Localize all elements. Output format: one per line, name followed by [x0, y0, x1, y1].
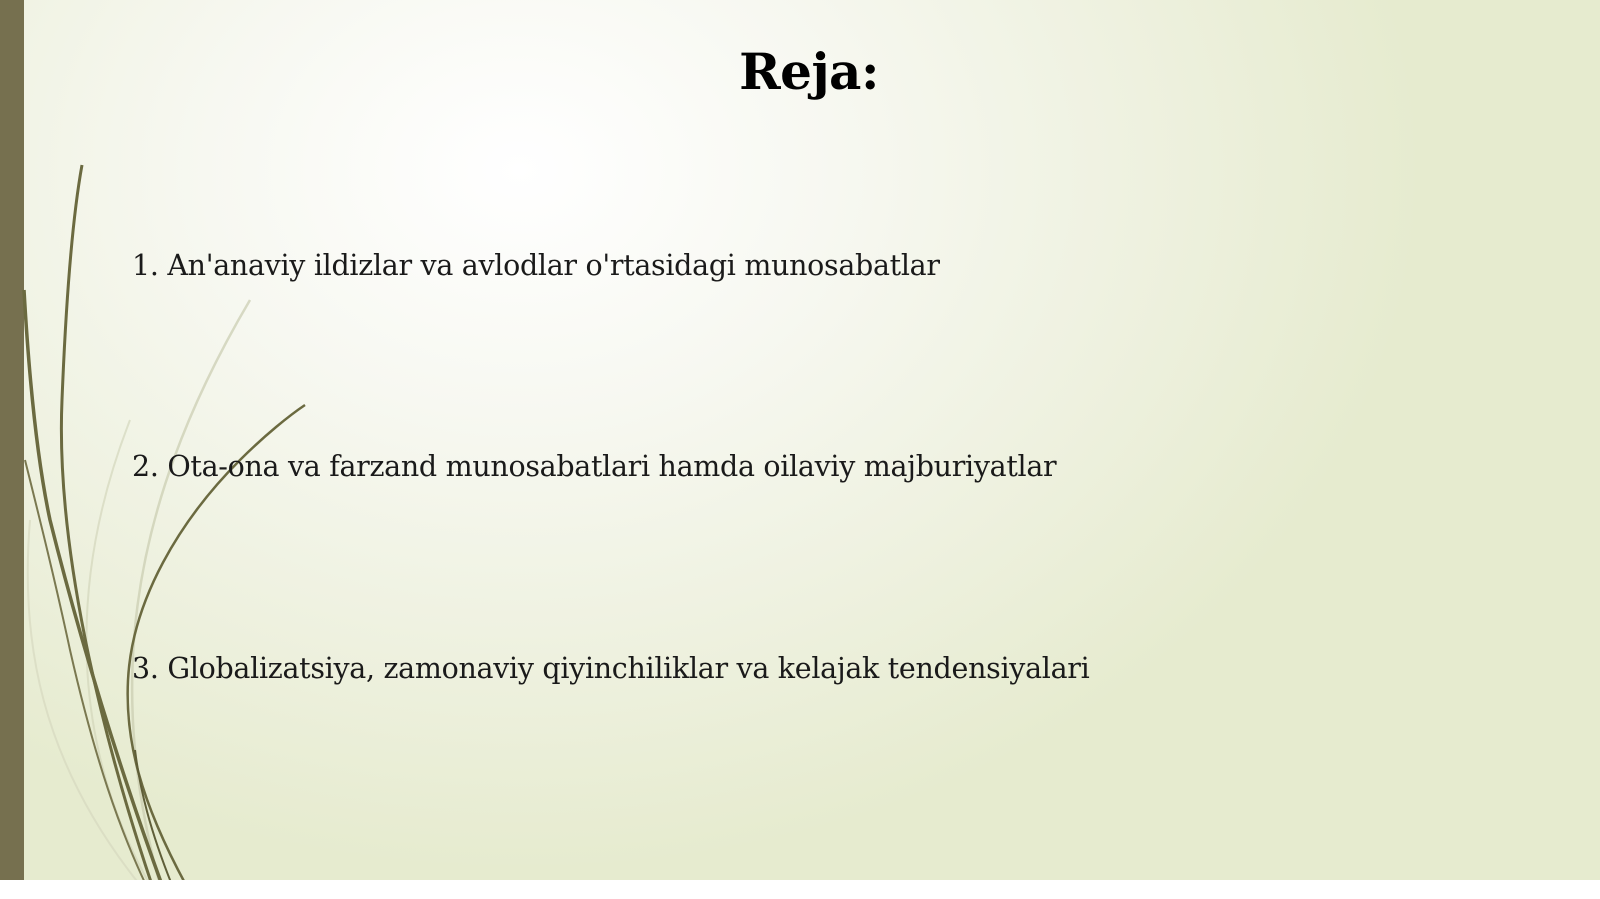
plan-item-1: 1. An'anaviy ildizlar va avlodlar o'rtasidagi munosabatlar [132, 249, 940, 282]
bottom-edge [0, 880, 1600, 899]
slide-title: Reja: [739, 42, 879, 101]
plan-item-3: 3. Globalizatsiya, zamonaviy qiyinchiliklar va kelajak tendensiyalari [132, 652, 1090, 685]
plan-item-2: 2. Ota-ona va farzand munosabatlari hamda oilaviy majburiyatlar [132, 450, 1057, 483]
